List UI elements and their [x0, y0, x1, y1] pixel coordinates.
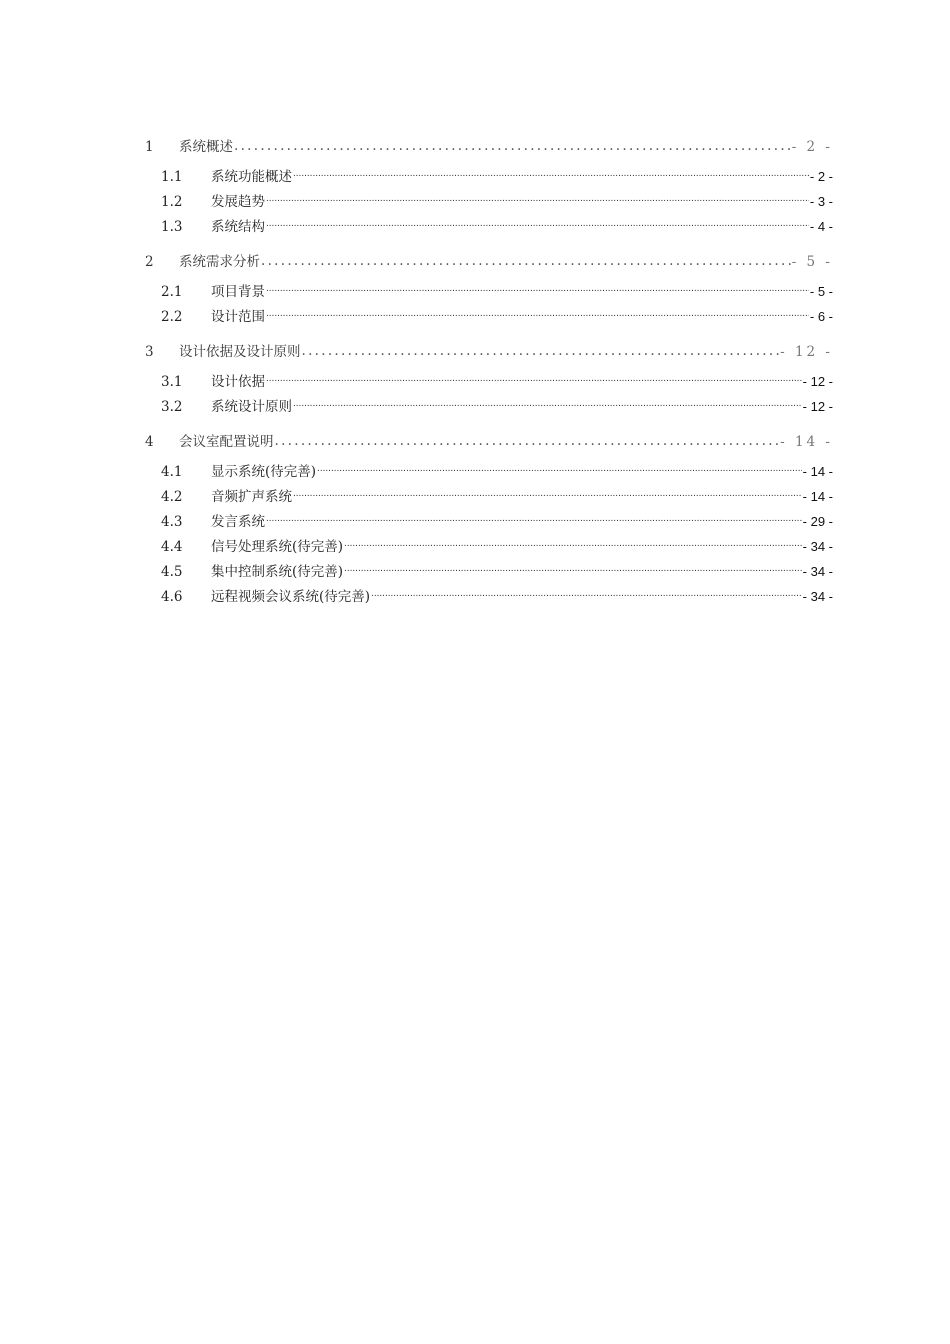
toc-entry-2[interactable] — [145, 250, 833, 274]
toc-title: 设计依据及设计原则 — [179, 344, 301, 360]
toc-title: 设计范围 — [211, 309, 265, 325]
toc-number: 2.1 — [161, 284, 183, 300]
toc-page: - 2 - — [791, 139, 833, 155]
toc-number: 3.1 — [161, 374, 183, 390]
toc-number: 4.5 — [161, 564, 183, 580]
toc-page: - 3 - — [809, 194, 833, 209]
toc-number: 1 — [145, 139, 154, 155]
toc-entry-3-1[interactable] — [145, 370, 833, 395]
toc-title: 音频扩声系统 — [211, 489, 292, 505]
toc-entry-4-6[interactable] — [145, 585, 833, 610]
toc-title: 系统概述 — [179, 139, 233, 155]
toc-title: 项目背景 — [211, 284, 265, 300]
dot-leader — [234, 138, 791, 152]
toc-entry-3[interactable] — [145, 340, 833, 364]
toc-page: - 34 - — [802, 589, 833, 604]
dot-leader — [371, 588, 802, 602]
toc-entry-4-3[interactable] — [145, 510, 833, 535]
toc-page: - 14 - — [780, 434, 833, 450]
toc-page: - 6 - — [809, 309, 833, 324]
toc-title: 会议室配置说明 — [179, 434, 274, 450]
toc-title: 系统需求分析 — [179, 254, 260, 270]
toc-entry-4[interactable] — [145, 430, 833, 454]
toc-page: - 29 - — [802, 514, 833, 529]
toc-entry-1-3[interactable] — [145, 215, 833, 240]
toc-number: 3.2 — [161, 399, 183, 415]
toc-title: 系统设计原则 — [211, 399, 292, 415]
toc-number: 4.3 — [161, 514, 183, 530]
toc-title: 系统功能概述 — [211, 169, 292, 185]
toc-page: - 34 - — [802, 564, 833, 579]
table-of-contents — [145, 135, 833, 610]
dot-leader — [293, 398, 802, 412]
toc-number: 4.2 — [161, 489, 183, 505]
toc-title: 系统结构 — [211, 219, 265, 235]
toc-title: 发言系统 — [211, 514, 265, 530]
toc-entry-4-5[interactable] — [145, 560, 833, 585]
toc-page: - 2 - — [809, 169, 833, 184]
toc-title: 信号处理系统(待完善) — [211, 539, 344, 555]
toc-entry-2-2[interactable] — [145, 305, 833, 330]
toc-number: 4.6 — [161, 589, 183, 605]
toc-entry-1-2[interactable] — [145, 190, 833, 215]
dot-leader — [293, 488, 802, 502]
toc-entry-4-2[interactable] — [145, 485, 833, 510]
toc-number: 4.1 — [161, 464, 183, 480]
toc-page: - 14 - — [802, 464, 833, 479]
dot-leader — [266, 283, 809, 297]
toc-page: - 5 - — [791, 254, 833, 270]
toc-entry-3-2[interactable] — [145, 395, 833, 420]
toc-page: - 5 - — [809, 284, 833, 299]
toc-page: - 4 - — [809, 219, 833, 234]
dot-leader — [266, 308, 809, 322]
dot-leader — [293, 168, 809, 182]
toc-entry-1[interactable] — [145, 135, 833, 159]
toc-number: 2 — [145, 254, 154, 270]
toc-title: 设计依据 — [211, 374, 265, 390]
toc-title: 远程视频会议系统(待完善) — [211, 589, 371, 605]
toc-number: 4.4 — [161, 539, 183, 555]
toc-title: 集中控制系统(待完善) — [211, 564, 344, 580]
toc-page: - 12 - — [802, 374, 833, 389]
dot-leader — [261, 253, 791, 267]
toc-title: 发展趋势 — [211, 194, 265, 210]
dot-leader — [344, 563, 802, 577]
toc-number: 4 — [145, 434, 154, 450]
dot-leader — [266, 218, 809, 232]
dot-leader — [266, 513, 802, 527]
toc-page: - 34 - — [802, 539, 833, 554]
toc-page: - 14 - — [802, 489, 833, 504]
dot-leader — [344, 538, 802, 552]
toc-entry-4-4[interactable] — [145, 535, 833, 560]
toc-number: 1.1 — [161, 169, 183, 185]
toc-title: 显示系统(待完善) — [211, 464, 317, 480]
dot-leader — [266, 193, 809, 207]
toc-number: 1.2 — [161, 194, 183, 210]
dot-leader — [317, 463, 802, 477]
toc-entry-2-1[interactable] — [145, 280, 833, 305]
toc-page: - 12 - — [780, 344, 833, 360]
toc-entry-4-1[interactable] — [145, 460, 833, 485]
dot-leader — [302, 343, 780, 357]
toc-number: 2.2 — [161, 309, 183, 325]
dot-leader — [275, 433, 780, 447]
toc-number: 1.3 — [161, 219, 183, 235]
toc-entry-1-1[interactable] — [145, 165, 833, 190]
toc-page: - 12 - — [802, 399, 833, 414]
dot-leader — [266, 373, 802, 387]
toc-number: 3 — [145, 344, 154, 360]
